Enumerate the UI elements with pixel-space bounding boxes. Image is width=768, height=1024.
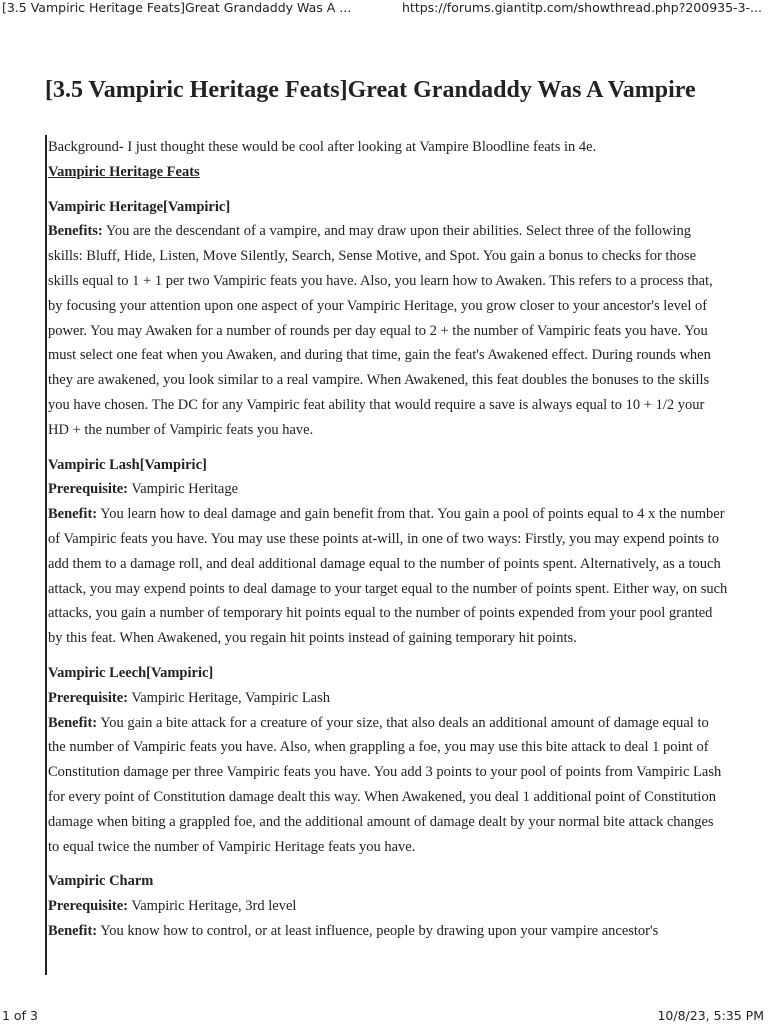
- print-header-title: [3.5 Vampiric Heritage Feats]Great Grandaddy Was A ...: [2, 0, 352, 15]
- section-heading: Vampiric Heritage Feats: [48, 163, 200, 180]
- benefit-label: Benefits:: [48, 223, 103, 240]
- feat-name: Vampiric Leech[Vampiric]: [48, 664, 214, 681]
- benefit-label: Benefit:: [48, 922, 98, 939]
- prerequisite-label: Prerequisite:: [48, 689, 128, 706]
- feat-name: Vampiric Charm: [48, 873, 154, 890]
- benefit-text: You know how to control, or at least influence, people by drawing upon your vampire ancestor's: [97, 922, 659, 939]
- print-footer: [0, 1008, 768, 1024]
- feat-prerequisite: [48, 686, 728, 711]
- feat-name: Vampiric Heritage[Vampiric]: [48, 198, 231, 215]
- feat-prerequisite: [48, 894, 728, 919]
- post-background: Background- I just thought these would be cool after looking at Vampire Bloodline feats in 4e.: [48, 139, 597, 155]
- feat-prerequisite: [48, 477, 728, 502]
- feat-benefit: [48, 711, 728, 860]
- prerequisite-text: Vampiric Heritage, Vampiric Lash: [128, 689, 331, 706]
- benefit-label: Benefit:: [48, 506, 98, 523]
- benefit-text: You are the descendant of a vampire, and may draw upon their abilities. Select three of the following skills: Bluff, Hide, Listen, Move Silently, Search, Sense Motive, and Spot. You gain a bonus to checks for those skills equal to 1 + 1 per two Vampiric feats you have. Also, you learn how to Awaken. This refers to a process that, by focusing your attention upon one aspect of your Vampiric Heritage, you grow closer to your ancestor's level of power. You may Awaken for a number of rounds per day equal to 2 + the number of Vampiric feats you have. You must select one feat when you Awaken, and during that time, gain the feat's Awakened effect. During rounds when they are awakened, you look similar to a real vampire. When Awakened, this feat doubles the bonuses to the skills you have chosen. The DC for any Vampiric feat ability that would require a save is always equal to 10 + 1/2 your HD + the number of Vampiric feats you have.: [48, 223, 713, 438]
- prerequisite-text: Vampiric Heritage: [128, 481, 239, 498]
- prerequisite-text: Vampiric Heritage, 3rd level: [128, 898, 297, 915]
- prerequisite-label: Prerequisite:: [48, 898, 128, 915]
- prerequisite-label: Prerequisite:: [48, 481, 128, 498]
- feat-benefit: [48, 502, 728, 651]
- thread-title: [3.5 Vampiric Heritage Feats]Great Grandaddy Was A Vampire: [45, 77, 696, 103]
- feat-benefit: [48, 919, 728, 944]
- feat-benefit: [48, 219, 728, 442]
- benefit-text: You learn how to deal damage and gain benefit from that. You gain a pool of points equal to 4 x the number of Vampiric feats you have. You may use these points at-will, in one of two ways: Firstly, you may expend points to add them to a damage roll, and deal additional damage equal to the number of points spent. Alternatively, as a touch attack, you may expend points to deal damage to your target equal to the number of points spent. Either way, on such attacks, you gain a number of temporary hit points equal to the number of points expended from your pool granted by this feat. When Awakened, you regain hit points instead of gaining temporary hit points.: [48, 506, 728, 647]
- benefit-text: You gain a bite attack for a creature of your size, that also deals an additional amount of damage equal to the number of Vampiric feats you have. Also, when grappling a foe, you may use this bite attack to deal 1 point of Constitution damage per three Vampiric feats you have. You add 3 points to your pool of points from Vampiric Lash for every point of Constitution damage dealt this way. When Awakened, you deal 1 additional point of Constitution damage when biting a grappled foe, and the additional amount of damage dealt by your normal bite attack changes to equal twice the number of Vampiric Heritage feats you have.: [48, 714, 722, 855]
- benefit-label: Benefit:: [48, 714, 98, 731]
- print-header: [0, 0, 768, 20]
- print-header-url: https://forums.giantitp.com/showthread.php?200935-3-...: [402, 0, 762, 15]
- print-timestamp: 10/8/23, 5:35 PM: [657, 1008, 764, 1023]
- post-body: [45, 135, 728, 975]
- feat-name: Vampiric Lash[Vampiric]: [48, 456, 207, 473]
- page-number: 1 of 3: [2, 1008, 38, 1023]
